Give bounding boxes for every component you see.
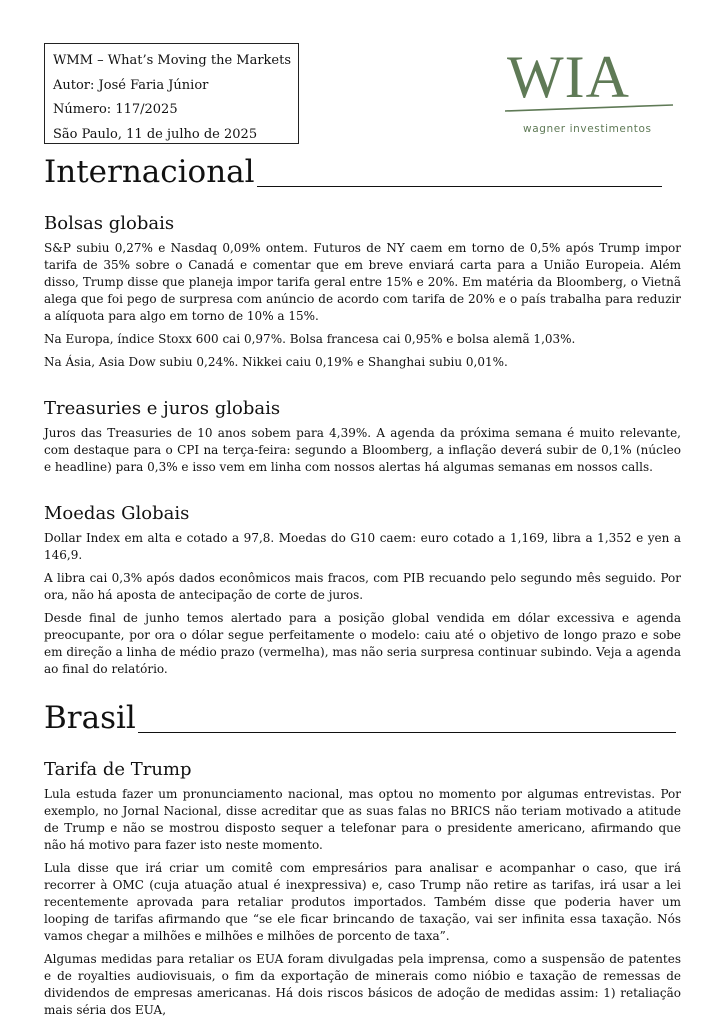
subsection-bolsas-title: Bolsas globais <box>44 213 175 234</box>
report-number: Número: 117/2025 <box>53 102 178 118</box>
logo-subtitle: wagner investimentos <box>523 123 652 135</box>
treasuries-paragraph-1: Juros das Treasuries de 10 anos sobem para 4,39%. A agenda da próxima semana é muito relevante, com destaque para o CPI na terça-feira: segundo a Bloomberg, a inflação deverá subir de 0,1% (núcleo e headline) para 0,3% e isso vem em linha com nossos alertas há algumas semanas em nossos calls. <box>44 426 681 474</box>
tarifa-paragraph-3: Algumas medidas para retaliar os EUA foram divulgadas pela imprensa, como a suspensão de patentes e de royalties audiovisuais, o fim da exportação de minerais como nióbio e taxação de remessas de dividendos de empresas americanas. Há dois riscos básicos de adoção de medidas assim: 1) retaliação mais séria dos EUA, <box>44 952 681 1017</box>
logo-mark: WIA <box>507 47 630 110</box>
subsection-treasuries-title: Treasuries e juros globais <box>44 398 281 419</box>
bolsas-paragraph-3: Na Ásia, Asia Dow subiu 0,24%. Nikkei caiu 0,19% e Shanghai subiu 0,01%. <box>44 355 508 369</box>
subsection-tarifa-title: Tarifa de Trump <box>44 759 192 780</box>
moedas-paragraph-2: A libra cai 0,3% após dados econômicos mais fracos, com PIB recuando pelo segundo mês seguido. Por ora, não há aposta de antecipação de corte de juros. <box>44 571 681 602</box>
report-author: Autor: José Faria Júnior <box>53 77 209 93</box>
bolsas-paragraph-2: Na Europa, índice Stoxx 600 cai 0,97%. Bolsa francesa cai 0,95% e bolsa alemã 1,03%. <box>44 332 576 346</box>
title-underline <box>257 186 662 187</box>
moedas-paragraph-1: Dollar Index em alta e cotado a 97,8. Moedas do G10 caem: euro cotado a 1,169, libra a 1,352 e yen a 146,9. <box>44 531 681 562</box>
section-internacional-title: Internacional <box>44 150 662 194</box>
tarifa-paragraph-2: Lula disse que irá criar um comitê com empresários para analisar e acompanhar o caso, que irá recorrer à OMC (cuja atuação atual é inexpressiva) e, caso Trump não retire as tarifas, irá usar a lei recentemente aprovada para retaliar produtos importados. Também disse que poderia haver um looping de tarifas afirmando que “se ele ficar brincando de taxação, vai ser infinita essa taxação. Nós vamos chegar a milhões e milhões e milhões de porcento de taxa”. <box>44 861 681 943</box>
report-body <box>44 150 681 1025</box>
report-series-title: WMM – What’s Moving the Markets <box>53 53 292 68</box>
wia-logo <box>505 47 675 141</box>
tarifa-paragraph-1: Lula estuda fazer um pronunciamento nacional, mas optou no momento por algumas entrevistas. Por exemplo, no Jornal Nacional, disse acreditar que as suas falas no BRICS não teriam motivado a atitude de Trump e não se mostrou disposto sequer a telefonar para o presidente americano, afirmando que não há motivo para fazer isto neste momento. <box>44 787 681 852</box>
section-brasil-title: Brasil <box>44 696 676 740</box>
title-underline <box>138 732 676 733</box>
moedas-paragraph-3: Desde final de junho temos alertado para a posição global vendida em dólar excessiva e agenda preocupante, por ora o dólar segue perfeitamente o modelo: caiu até o objetivo de longo prazo e sobe em direção a linha de médio prazo (vermelha), mas não seria surpresa continuar subindo. Veja a agenda ao final do relatório. <box>44 611 681 676</box>
subsection-moedas-title: Moedas Globais <box>44 503 190 524</box>
bolsas-paragraph-1: S&P subiu 0,27% e Nasdaq 0,09% ontem. Futuros de NY caem em torno de 0,5% após Trump impor tarifa de 35% sobre o Canadá e comentar que em breve enviará carta para a União Europeia. Além disso, Trump disse que planeja impor tarifa geral entre 15% e 20%. Em matéria da Bloomberg, o Vietnã alega que foi pego de surpresa com anúncio de acordo com tarifa de 20% e o país trabalha para reduzir a alíquota para algo em torno de 10% a 15%. <box>44 241 681 323</box>
report-date-place: São Paulo, 11 de julho de 2025 <box>53 126 258 142</box>
report-header-box <box>44 43 299 144</box>
